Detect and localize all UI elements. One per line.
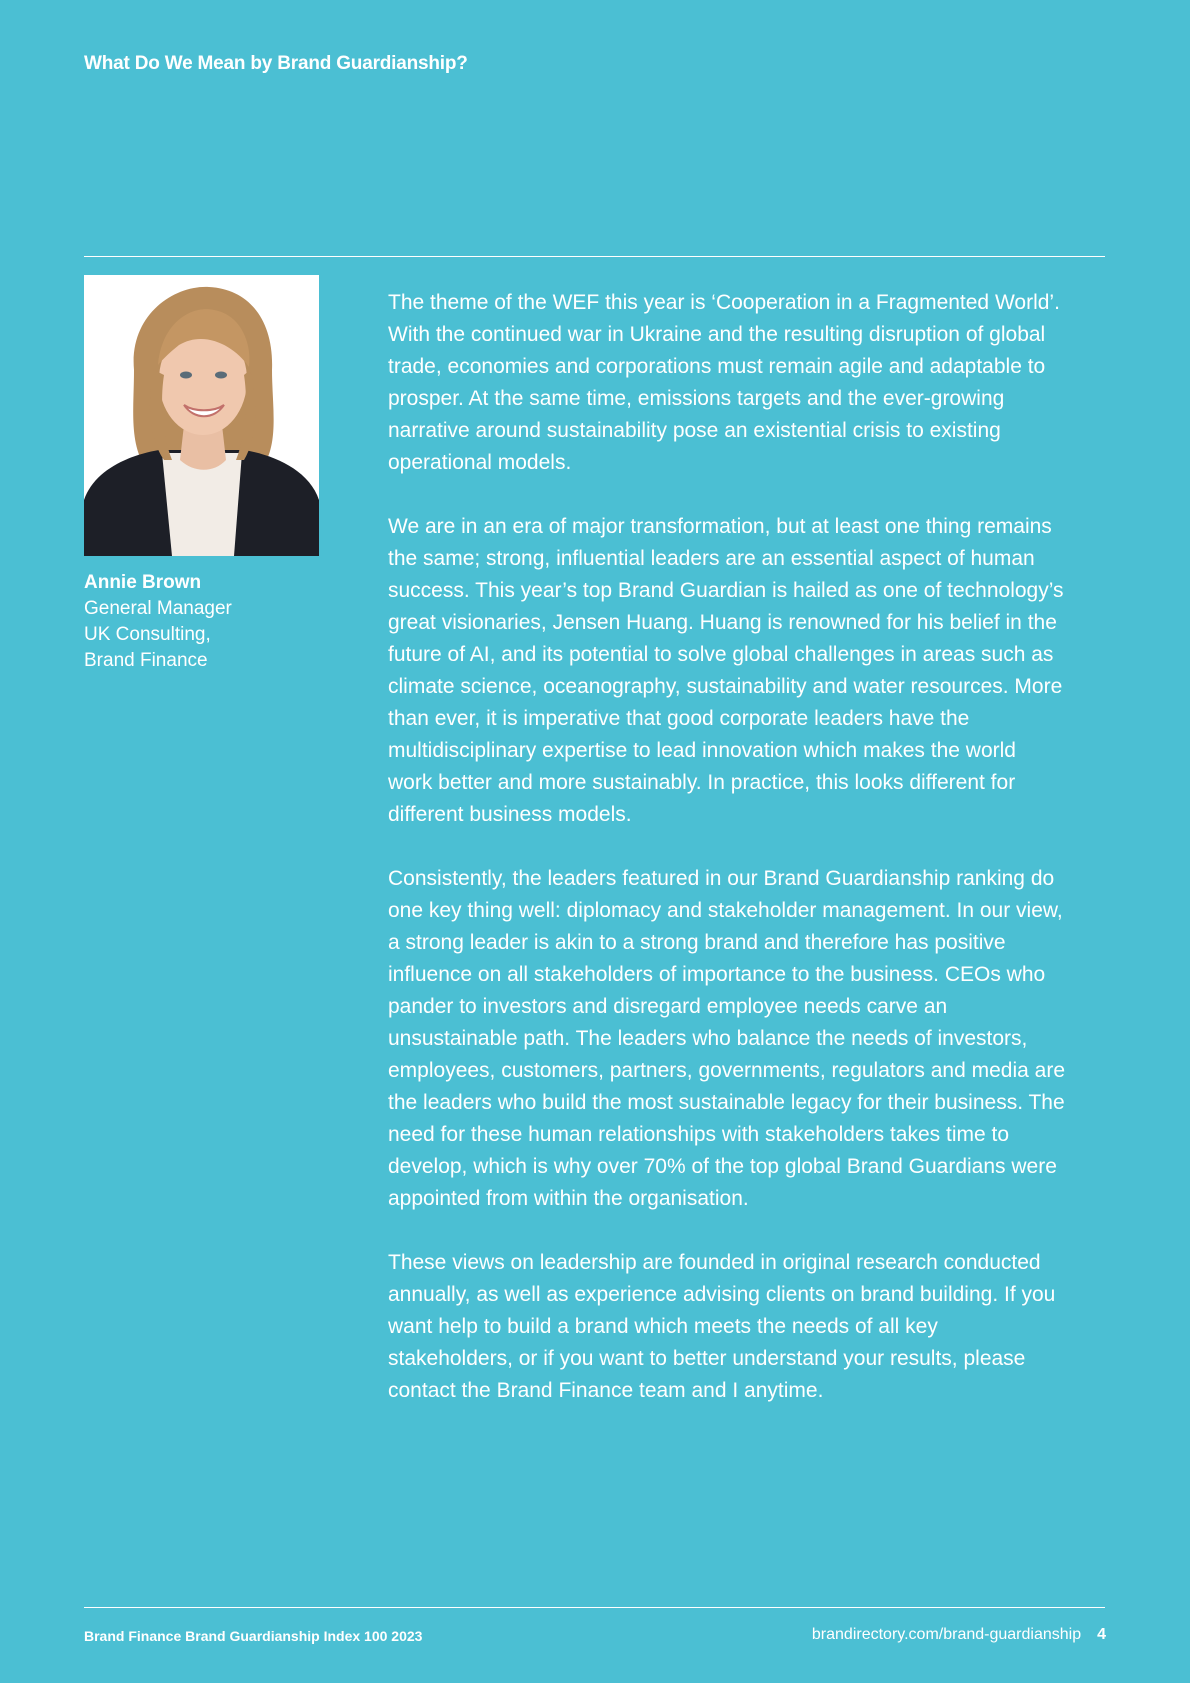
article-body (388, 287, 1118, 1439)
paragraph-1: The theme of the WEF this year is ‘Cooperation in a Fragmented World’. With the continued war in Ukraine and the resulting disruption of global trade, economies and corporations must remain agile and adaptable to prosper. At the same time, emissions targets and the ever-growing narrative around sustainability pose an existential crisis to existing operational models. (388, 291, 1060, 474)
portrait-photo-icon (84, 275, 319, 556)
top-divider (84, 256, 1105, 257)
author-role: General Manager (84, 598, 232, 619)
paragraph-3: Consistently, the leaders featured in our Brand Guardianship ranking do one key thing well: diplomacy and stakeholder management. In our view, a strong leader is akin to a strong brand and therefore has positive influence on all stakeholders of importance to the business. CEOs who pander to investors and disregard employee needs carve an unsustainable path. The leaders who balance the needs of investors, employees, customers, partners, governments, regulators and media are the leaders who build the most sustainable legacy for their business. The need for these human relationships with stakeholders takes time to develop, which is why over 70% of the top global Brand Guardians were appointed from within the organisation. (388, 867, 1065, 1210)
author-portrait (84, 275, 319, 556)
footer-publication: Brand Finance Brand Guardianship Index 100 2023 (84, 1628, 423, 1644)
footer-right-group (812, 1626, 1106, 1644)
footer-url-link[interactable]: brandirectory.com/brand-guardianship (811, 1626, 1082, 1643)
author-name: Annie Brown (84, 572, 202, 593)
bottom-divider (84, 1607, 1105, 1608)
author-caption (84, 570, 324, 674)
paragraph-4: These views on leadership are founded in original research conducted annually, as well as experience advising clients on brand building. If you want help to build a brand which meets the needs of all key stakeholders, or if you want to better understand your results, please contact the Brand Finance team and I anytime. (388, 1251, 1056, 1402)
paragraph-2: We are in an era of major transformation, but at least one thing remains the same; strong, influential leaders are an essential aspect of human success. This year’s top Brand Guardian is hailed as one of technology’s great visionaries, Jensen Huang. Huang is renowned for his belief in the future of AI, and its potential to solve global challenges in areas such as climate science, oceanography, sustainability and water resources. More than ever, it is imperative that good corporate leaders have the multidisciplinary expertise to lead innovation which makes the world work better and more sustainably. In practice, this looks different for different business models. (388, 515, 1064, 826)
author-department: UK Consulting, (84, 624, 211, 645)
author-company: Brand Finance (84, 650, 208, 671)
page-section-title: What Do We Mean by Brand Guardianship? (84, 53, 468, 74)
page-number: 4 (1097, 1626, 1106, 1643)
